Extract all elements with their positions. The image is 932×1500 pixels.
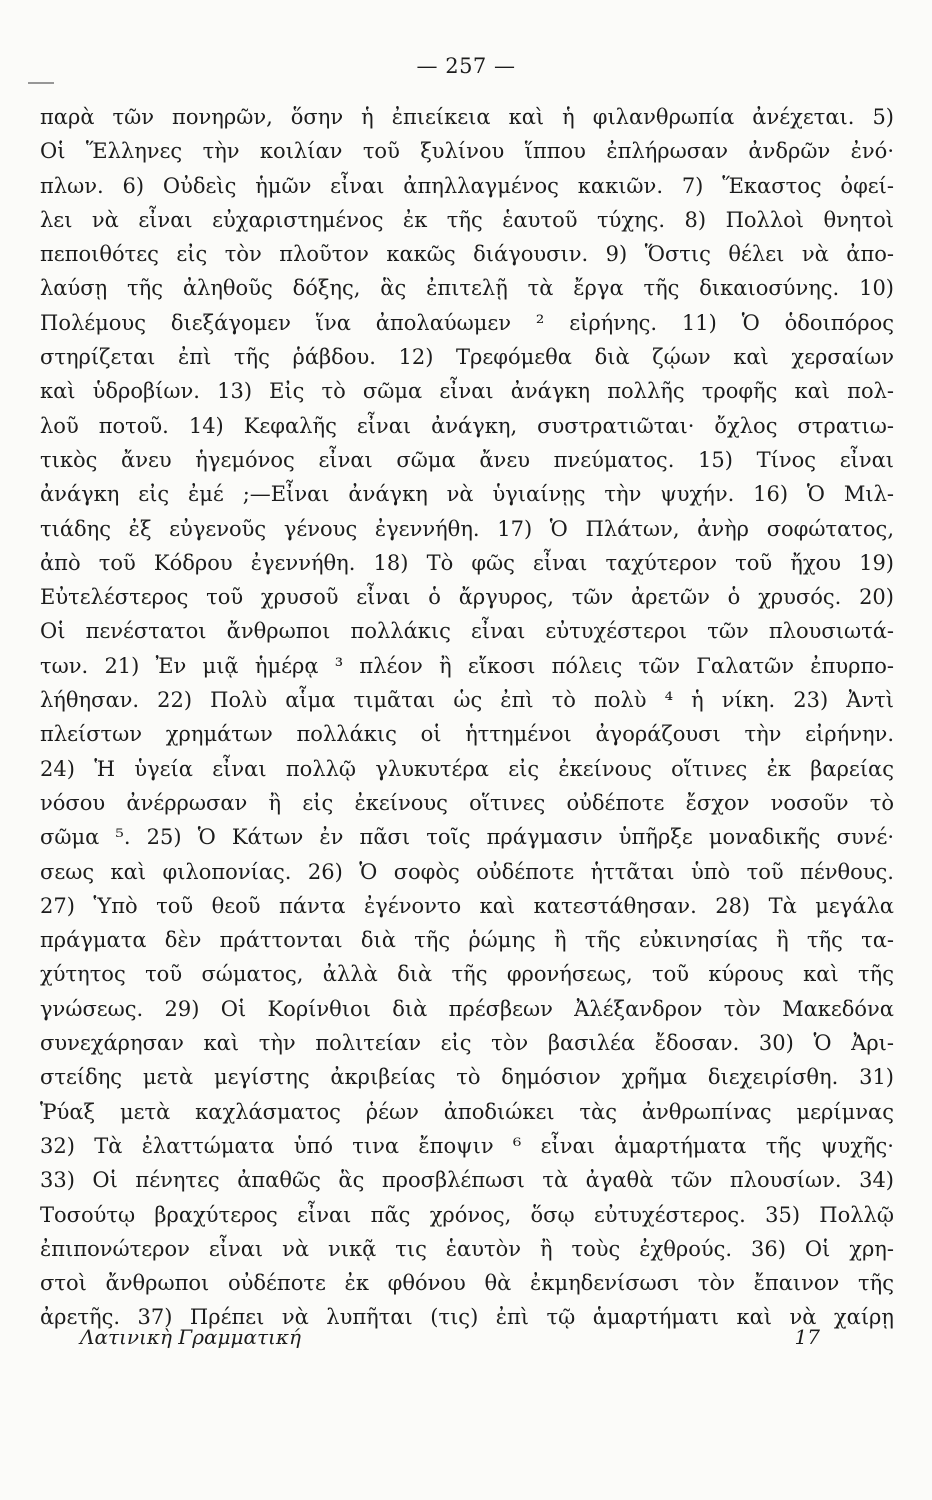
text-line: Οἱ πενέστατοι ἄνθρωποι πολλάκις εἶναι εὐτυχέστεροι τῶν πλουσιωτά- [40, 619, 894, 644]
text-line: λει νὰ εἶναι εὐχαριστημένος ἐκ τῆς ἑαυτοῦ τύχης. 8) Πολλοὶ θνητοὶ [40, 207, 894, 232]
text-line: λαύσῃ τῆς ἀληθοῦς δόξης, ἃς ἐπιτελῇ τὰ ἔργα τῆς δικαιοσύνης. 10) [40, 276, 894, 301]
text-line: 24) Ἡ ὑγεία εἶναι πολλῷ γλυκυτέρα εἰς ἐκείνους οἵτινες ἐκ βαρείας [40, 756, 894, 781]
text-line: ἐπιπονώτερον εἶναι νὰ νικᾷ τις ἑαυτὸν ἢ τοὺς ἐχθρούς. 36) Οἱ χρη- [40, 1236, 894, 1261]
text-line: παρὰ τῶν πονηρῶν, ὅσην ἡ ἐπιείκεια καὶ ἡ φιλανθρωπία ἀνέχεται. 5) [40, 105, 894, 129]
text-line: Οἱ Ἕλληνες τὴν κοιλίαν τοῦ ξυλίνου ἵππου ἐπλήρωσαν ἀνδρῶν ἐνό· [40, 139, 894, 164]
text-line: Πολέμους διεξάγομεν ἵνα ἀπολαύωμεν ² εἰρήνης. 11) Ὁ ὁδοιπόρος [40, 310, 894, 335]
text-line: ἀρετῆς. 37) Πρέπει νὰ λυπῆται (τις) ἐπὶ τῷ ἁμαρτήματι καὶ νὰ χαίρῃ [40, 1305, 894, 1330]
text-line: πλων. 6) Οὐδεὶς ἡμῶν εἶναι ἀπηλλαγμένος κακιῶν. 7) Ἕκαστος ὀφεί- [40, 173, 894, 198]
text-line: στοὶ ἄνθρωποι οὐδέποτε ἐκ φθόνου θὰ ἐκμηδενίσωσι τὸν ἔπαινον τῆς [40, 1271, 894, 1296]
text-line: 27) Ὑπὸ τοῦ θεοῦ πάντα ἐγένοντο καὶ κατεστάθησαν. 28) Τὰ μεγάλα [40, 893, 894, 918]
text-line: καὶ ὑδροβίων. 13) Εἰς τὸ σῶμα εἶναι ἀνάγκη πολλῆς τροφῆς καὶ πολ- [40, 379, 894, 404]
corner-mark [28, 82, 54, 96]
text-line: σεως καὶ φιλοπονίας. 26) Ὁ σοφὸς οὐδέποτε ἡττᾶται ὑπὸ τοῦ πένθους. [40, 859, 894, 884]
text-line: 33) Οἱ πένητες ἀπαθῶς ἃς προσβλέπωσι τὰ ἀγαθὰ τῶν πλουσίων. 34) [40, 1168, 894, 1193]
text-line: πεποιθότες εἰς τὸν πλοῦτον κακῶς διάγουσιν. 9) Ὅστις θέλει νὰ ἀπο- [40, 242, 894, 267]
text-line: λοῦ ποτοῦ. 14) Κεφαλῆς εἶναι ἀνάγκη, συστρατιῶται· ὄχλος στρατιω- [40, 413, 894, 438]
text-line: γνώσεως. 29) Οἱ Κορίνθιοι διὰ πρέσβεων Ἀλέξανδρον τὸν Μακεδόνα [40, 996, 894, 1021]
text-line: πράγματα δὲν πράττονται διὰ τῆς ῥώμης ἢ τῆς εὐκινησίας ἢ τῆς τα- [40, 928, 894, 953]
text-line: στηρίζεται ἐπὶ τῆς ῥάβδου. 12) Τρεφόμεθα διὰ ζῴων καὶ χερσαίων [40, 345, 894, 370]
text-line: ἀνάγκη εἰς ἐμέ ;—Εἶναι ἀνάγκη νὰ ὑγιαίνῃς τὴν ψυχήν. 16) Ὁ Μιλ- [40, 482, 894, 507]
text-line: ἀπὸ τοῦ Κόδρου ἐγεννήθη. 18) Τὸ φῶς εἶναι ταχύτερον τοῦ ἤχου 19) [40, 550, 894, 575]
book-title: Λατινικὴ Γραμματική [80, 1325, 301, 1349]
text-line: των. 21) Ἐν μιᾷ ἡμέρᾳ ³ πλέον ἢ εἴκοσι πόλεις τῶν Γαλατῶν ἐπυρπο- [40, 653, 894, 678]
page-footer [80, 1325, 820, 1349]
page-number: — 257 — [416, 54, 516, 78]
text-line: Εὐτελέστερος τοῦ χρυσοῦ εἶναι ὁ ἄργυρος, τῶν ἀρετῶν ὁ χρυσός. 20) [40, 585, 894, 610]
text-line: τικὸς ἄνευ ἡγεμόνος εἶναι σῶμα ἄνευ πνεύματος. 15) Τίνος εἶναι [40, 447, 894, 472]
text-line: νόσου ἀνέρρωσαν ἢ εἰς ἐκείνους οἵτινες οὐδέποτε ἔσχον νοσοῦν τὸ [40, 790, 894, 815]
text-line: 32) Τὰ ἐλαττώματα ὑπό τινα ἔποψιν ⁶ εἶναι ἁμαρτήματα τῆς ψυχῆς· [40, 1133, 894, 1158]
text-line: τιάδης ἐξ εὐγενοῦς γένους ἐγεννήθη. 17) Ὁ Πλάτων, ἀνὴρ σοφώτατος, [40, 516, 894, 541]
body-text [40, 100, 894, 1335]
text-line: χύτητος τοῦ σώματος, ἀλλὰ διὰ τῆς φρονήσεως, τοῦ κύρους καὶ τῆς [40, 962, 894, 987]
text-line: πλείστων χρημάτων πολλάκις οἱ ἡττημένοι ἀγοράζουσι τὴν εἰρήνην. [40, 722, 894, 747]
text-line: Τοσούτῳ βραχύτερος εἶναι πᾶς χρόνος, ὅσῳ εὐτυχέστερος. 35) Πολλῷ [40, 1202, 894, 1227]
text-line: σῶμα ⁵. 25) Ὁ Κάτων ἐν πᾶσι τοῖς πράγμασιν ὑπῆρξε μοναδικῆς συνέ· [40, 825, 894, 850]
text-line: λήθησαν. 22) Πολὺ αἷμα τιμᾶται ὡς ἐπὶ τὸ πολὺ ⁴ ἡ νίκη. 23) Ἀντὶ [40, 688, 894, 713]
text-line: συνεχάρησαν καὶ τὴν πολιτείαν εἰς τὸν βασιλέα ἔδοσαν. 30) Ὁ Ἀρι- [40, 1031, 894, 1056]
signature-mark: 17 [794, 1325, 820, 1349]
text-line: Ῥύαξ μετὰ καχλάσματος ῥέων ἀποδιώκει τὰς ἀνθρωπίνας μερίμνας [40, 1099, 894, 1124]
text-line: στείδης μετὰ μεγίστης ἀκριβείας τὸ δημόσιον χρῆμα διεχειρίσθη. 31) [40, 1065, 894, 1090]
